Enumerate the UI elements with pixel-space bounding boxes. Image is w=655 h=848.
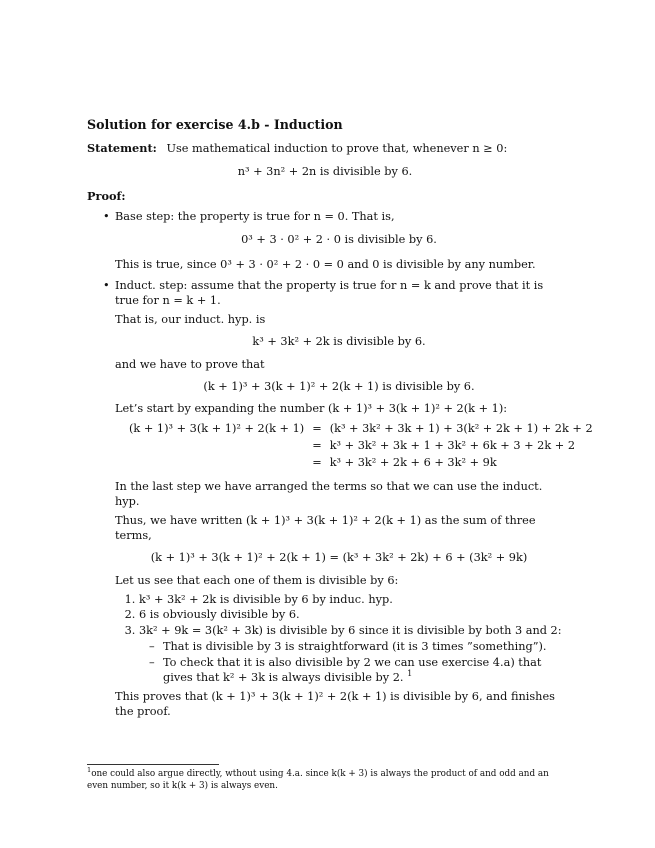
statement-label: Statement:	[87, 140, 157, 155]
alignment-equals: =	[312, 456, 322, 470]
claim-item: 1. k³ + 3k² + 2k is divisible by 6 by induc. hyp.	[139, 593, 563, 608]
footnote-number: 1	[87, 766, 92, 775]
alignment-rhs: k³ + 3k² + 2k + 6 + 3k² + 9k	[329, 456, 497, 470]
induction-step-intro: • Induct. step: assume that the property is true for n = k and prove that it is true for n = k + 1.	[115, 279, 544, 307]
proof-label: Proof:	[87, 189, 126, 204]
subclaim-item: – That is divisible by 3 is straightforward (it is 3 times ”something”).	[163, 640, 563, 655]
induction-hypothesis-intro: That is, our induct. hyp. is	[115, 312, 266, 326]
proof-steps	[87, 210, 593, 719]
base-step-intro: • Base step: the property is true for n = 0. That is,	[115, 210, 395, 224]
statement-formula: n³ + 3n² + 2n is divisible by 6.	[237, 164, 413, 178]
claim-text: 3k² + 9k = 3(k² + 3k) is divisible by 6 since it is divisible by both 3 and 2:	[139, 624, 562, 638]
base-step-conclusion: This is true, since 0³ + 3 · 0² + 2 · 0 = 0 and 0 is divisible by any number.	[115, 258, 536, 272]
subclaim-item	[163, 656, 563, 686]
alignment-row	[125, 421, 597, 438]
claims-intro: Let us see that each one of them is divisible by 6:	[115, 573, 399, 587]
base-step	[115, 210, 563, 273]
subclaims-list	[139, 640, 563, 686]
subclaim-text: To check that it is also divisible by 2 we can use exercise 4.a) that gives that k² + 3k is always divisible by 2.	[163, 656, 542, 685]
statement-text: Use mathematical induction to prove that, whenever n ≥ 0:	[166, 141, 508, 155]
section-title: Solution for exercise 4.b - Induction	[87, 117, 343, 132]
alignment-equals: =	[312, 439, 322, 453]
claim-item	[139, 624, 563, 686]
footnote-divider	[87, 764, 219, 765]
sum-intro: Thus, we have written (k + 1)³ + 3(k + 1)² + 2(k + 1) as the sum of three terms,	[115, 513, 536, 542]
statement	[87, 141, 563, 157]
claim-item: 2. 6 is obviously divisible by 6.	[139, 608, 563, 623]
alignment-equals: =	[312, 422, 322, 436]
document-page	[87, 117, 593, 726]
footnote-text: one could also argue directly, wthout using 4.a. since k(k + 3) is always the product of and odd and an even number, so it k(k + 3) is always even.	[87, 769, 549, 791]
alignment-rhs: (k³ + 3k² + 3k + 1) + 3(k² + 2k + 1) + 2k + 2	[329, 422, 593, 436]
induction-hypothesis-formula: k³ + 3k² + 2k is divisible by 6.	[252, 334, 426, 348]
sum-formula: (k + 1)³ + 3(k + 1)² + 2(k + 1) = (k³ + 3k² + 2k) + 6 + (3k² + 9k)	[150, 550, 528, 564]
alignment-lhs: (k + 1)³ + 3(k + 1)² + 2(k + 1)	[129, 422, 305, 436]
final-conclusion: This proves that (k + 1)³ + 3(k + 1)² + 2(k + 1) is divisible by 6, and finishes the proof.	[115, 689, 555, 718]
arranged-note: In the last step we have arranged the terms so that we can use the induct. hyp.	[115, 480, 543, 509]
base-step-formula: 0³ + 3 · 0² + 2 · 0 is divisible by 6.	[241, 233, 437, 247]
induction-step	[115, 279, 593, 720]
goal-intro: and we have to prove that	[115, 357, 265, 371]
alignment-row	[125, 438, 597, 455]
footnote-mark[interactable]: 1	[407, 668, 413, 679]
footnote	[87, 766, 565, 793]
claims-list	[115, 593, 563, 686]
goal-formula: (k + 1)³ + 3(k + 1)² + 2(k + 1) is divisible by 6.	[203, 379, 475, 393]
expansion-alignment	[125, 421, 597, 472]
alignment-rhs: k³ + 3k² + 3k + 1 + 3k² + 6k + 3 + 2k + 2	[329, 439, 576, 453]
alignment-row	[125, 455, 597, 472]
expand-intro: Let’s start by expanding the number (k + 1)³ + 3(k + 1)² + 2(k + 1):	[115, 402, 508, 416]
